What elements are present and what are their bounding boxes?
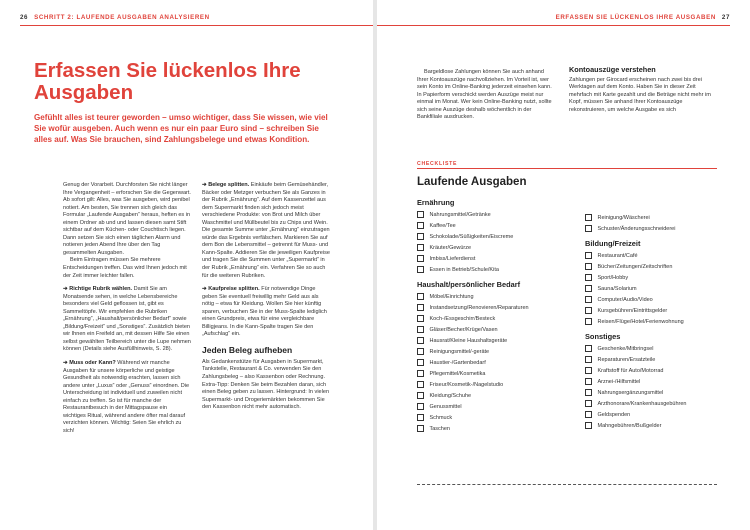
- checkbox-icon[interactable]: [585, 307, 592, 314]
- checklist-item: [417, 357, 565, 368]
- checklist-item: [585, 305, 733, 316]
- checklist-item: [417, 390, 565, 401]
- section-heading: Jeden Beleg aufheben: [202, 344, 293, 355]
- checklist-item-label: Kräuter/Gewürze: [429, 244, 472, 251]
- checkbox-icon[interactable]: [417, 222, 424, 229]
- checklist-item-label: Pflegemittel/Kosmetika: [429, 370, 486, 377]
- checkbox-icon[interactable]: [417, 392, 424, 399]
- page-number-right: 27: [721, 14, 730, 21]
- checkbox-icon[interactable]: [585, 411, 592, 418]
- checklist-item-label: Nahrungsergänzungsmittel: [597, 389, 664, 396]
- checklist-category-bildung-freizeit: Bildung/Freizeit: [585, 239, 641, 248]
- checklist-item-label: Instandsetzung/Renovieren/Reparaturen: [429, 304, 529, 311]
- checklist-item: [417, 368, 565, 379]
- checkbox-icon[interactable]: [417, 359, 424, 366]
- checkbox-icon[interactable]: [417, 348, 424, 355]
- checklist-item: [417, 313, 565, 324]
- page-number-left: 26: [20, 14, 29, 21]
- checklist-item-label: Sport/Hobby: [597, 274, 629, 281]
- checklist-item: [585, 420, 733, 431]
- checkbox-icon[interactable]: [417, 244, 424, 251]
- checklist-category-sonstiges: Sonstiges: [585, 332, 621, 341]
- checkbox-icon[interactable]: [417, 337, 424, 344]
- subsection-label: Belege splitten.: [208, 182, 250, 188]
- checklist-item: [417, 253, 565, 264]
- checklist-item-label: Geschenke/Mitbringsel: [597, 345, 654, 352]
- checkbox-icon[interactable]: [585, 296, 592, 303]
- checklist-item: [585, 316, 733, 327]
- checklist-item: [417, 291, 565, 302]
- checkbox-icon[interactable]: [585, 214, 592, 221]
- subsection-text: Für notwendige Dinge geben Sie eventuell freiwillig mehr Geld aus als nötig – etwa für Kleidung. Wollen Sie hier künftig sparen, verbuchen Sie in der Muss-Spalte lediglich einen Grundpreis, etwa für eine vergleichbare Billigjeans. In die Kann-Spalte tragen Sie den „Aufschlag“ ein.: [202, 286, 327, 338]
- subsection-label: Muss oder Kann?: [69, 360, 116, 367]
- checklist-item-label: Kraftstoff für Auto/Motorrad: [597, 367, 664, 374]
- checklist-item: [417, 346, 565, 357]
- checklist-item-label: Koch-/Essgeschirr/Besteck: [429, 315, 496, 322]
- right-running-head: [556, 14, 730, 21]
- checklist-item: [585, 283, 733, 294]
- checkbox-icon[interactable]: [585, 389, 592, 396]
- checklist-item-label: Kleidung/Schuhe: [429, 392, 472, 399]
- checkbox-icon[interactable]: [417, 425, 424, 432]
- subsection-label: Richtige Rubrik wählen.: [69, 286, 133, 293]
- subsection-belege: [202, 182, 332, 280]
- checklist-item-label: Mahngebühren/Bußgelder: [597, 422, 662, 429]
- checklist-item: [417, 209, 565, 220]
- checkbox-icon[interactable]: [585, 422, 592, 429]
- checklist-item: [417, 423, 565, 434]
- checklist-item: [585, 212, 733, 223]
- checklist-rule: [417, 168, 717, 169]
- sidebar-heading: Kontoauszüge verstehen: [569, 65, 656, 74]
- checkbox-icon[interactable]: [585, 345, 592, 352]
- checklist-item-label: Reinigung/Wäscherei: [597, 214, 650, 221]
- checkbox-icon[interactable]: [417, 403, 424, 410]
- lead-paragraph: Gefühlt alles ist teurer geworden – umso wichtiger, dass Sie wissen, wie viel Sie wofür ausgeben. Auch wenn es nur ein paar Euro sind – schreiben Sie alles auf. Was Sie brauchen, sind Zahlungsbelege und etwas Kondition.: [34, 113, 328, 145]
- intro-column: [417, 69, 555, 122]
- body-paragraph: Als Gedankenstütze für Ausgaben in Supermarkt, Tankstelle, Restaurant & Co. verwenden Sie den Zahlungsbeleg – also Kassenbon oder Rechnung. Extra-Tipp: Denken Sie beim Bezahlen daran, sich einen Beleg geben zu lassen. Hintergrund: In vielen Supermarkt- und Drogeriemärkten bekommen Sie den Kassenbon nicht mehr automatisch.: [202, 358, 330, 411]
- checklist-item-label: Arznei-/Hilfsmittel: [597, 378, 641, 385]
- checkbox-icon[interactable]: [585, 367, 592, 374]
- checklist-item: [417, 335, 565, 346]
- sidebar-text: Zahlungen per Girocard erscheinen nach zwei bis drei Werktagen auf dem Konto. Haben Sie in dieser Zeit mehrfach mit Karte gezahlt und die Beträge nicht mehr im Kopf, müssen Sie anhand Ihrer Kontoauszüge rekonstruieren, um welche Ausgabe es sich: [569, 76, 711, 113]
- checklist-item: [585, 223, 733, 234]
- checklist-item-label: Friseur/Kosmetik-/Nagelstudio: [429, 381, 504, 388]
- page-title: Erfassen Sie lückenlos Ihre Ausgaben: [34, 59, 301, 104]
- checkbox-icon[interactable]: [585, 252, 592, 259]
- subsection-rubrik: [63, 286, 191, 354]
- checkbox-icon[interactable]: [417, 326, 424, 333]
- checkbox-icon[interactable]: [417, 370, 424, 377]
- checklist-item-label: Kaffee/Tee: [429, 222, 456, 229]
- checkbox-icon[interactable]: [585, 318, 592, 325]
- checklist-item-label: Computer/Audio/Video: [597, 296, 653, 303]
- checklist-item: [585, 272, 733, 283]
- checklist-item-label: Nahrungsmittel/Getränke: [429, 211, 491, 218]
- checkbox-icon[interactable]: [585, 263, 592, 270]
- checklist-item-label: Hausrat/Kleine Haushaltsgeräte: [429, 337, 508, 344]
- checklist-item: [417, 379, 565, 390]
- checkbox-icon[interactable]: [417, 315, 424, 322]
- checklist-label: CHECKLISTE: [417, 161, 458, 167]
- header-rule-right: [377, 25, 730, 26]
- checklist-item: [417, 302, 565, 313]
- checkbox-icon[interactable]: [417, 255, 424, 262]
- checklist-item-label: Möbel/Einrichtung: [429, 293, 474, 300]
- checkbox-icon[interactable]: [585, 285, 592, 292]
- body-paragraph: Beim Eintragen müssen Sie mehrere Entscheidungen treffen. Das wird Ihnen jedoch mit der Zeit immer leichter fallen.: [63, 257, 187, 279]
- checklist-item: [585, 398, 733, 409]
- subsection-text: Einkäufe beim Gemüsehändler, Bäcker oder Metzger verbuchen Sie als Ganzes in der Rubrik „Ernährung“. Auf dem Kassenzettel aus dem Supermarkt finden sich jedoch meist verschiedene Produkte: von Brot und Milch über Waschmittel und Müllbeutel bis zu Chips und Wein. Die gesamte Summe unter „Ernährung“ einzutragen würde das Ergebnis verfälschen. Markieren Sie auf dem Bon die Lebensmittel – getrennt für Muss- und Kann-Spalte. Addieren Sie die jeweiligen Kaufpreise und tragen Sie die Summen unter „Supermarkt“ in der Rubrik „Ernährung“ ein. Verfahren Sie so auch für die weiteren Rubriken.: [202, 182, 330, 279]
- checkbox-icon[interactable]: [417, 266, 424, 273]
- checklist-item: [585, 387, 733, 398]
- checklist-item-label: Imbiss/Lieferdienst: [429, 255, 476, 262]
- checklist-item-label: Bücher/Zeitungen/Zeitschriften: [597, 263, 673, 270]
- subsection-text: Damit Sie am Monatsende sehen, in welche Lebensbereiche besonders viel Geld geflossen ist, gibt es Sammeltöpfe. Wir empfehlen die Rubriken „Ernährung“, „Haushalt/persönlicher Bedarf“ sowie „Bildung/Freizeit“ und „Sonstiges“. Zusätzlich bieten wir Ihnen ein Freifeld an, mit dessen Hilfe Sie einen selbst gewählten Teilbereich unter die Lupe nehmen können (Details siehe Ausfüllhinweis, S. 28).: [63, 286, 191, 353]
- checklist-item: [417, 401, 565, 412]
- checklist-item: [585, 343, 733, 354]
- checklist-title: Laufende Ausgaben: [417, 176, 527, 188]
- sidebar-box: [569, 66, 717, 114]
- checklist-item: [585, 376, 733, 387]
- checklist-item-label: Reinigungsmittel/-geräte: [429, 348, 490, 355]
- checklist-item: [417, 264, 565, 275]
- checklist-item: [585, 261, 733, 272]
- checklist-item-label: Haustier-/Gartenbedarf: [429, 359, 486, 366]
- arrow-icon: ➔: [202, 286, 207, 293]
- right-page: [377, 0, 750, 530]
- left-running-head: [20, 14, 210, 21]
- checklist-item-label: Restaurant/Café: [597, 252, 638, 259]
- checklist-item: [417, 231, 565, 242]
- checklist-item: [417, 242, 565, 253]
- checklist-item-label: Gläser/Becher/Krüge/Vasen: [429, 326, 498, 333]
- checklist-item-label: Schokolade/Süßigkeiten/Eiscreme: [429, 233, 514, 240]
- checkbox-icon[interactable]: [417, 381, 424, 388]
- checklist-item-label: Essen in Betrieb/Schule/Kita: [429, 266, 499, 273]
- checklist-item: [585, 409, 733, 420]
- arrow-icon: ➔: [63, 286, 68, 293]
- checklist-item-label: Reparaturen/Ersatzteile: [597, 356, 656, 363]
- subsection-text: Während wir manche Ausgaben für unsere körperliche und geistige Gesundheit als notwendig erachten, lassen sich andere unter „Luxus“ oder „Genuss“ einordnen. Die Unterscheidung ist individuell und zuweilen nicht einfach zu treffen. So ist für manche der Restaurantbesuch in der Mittagspause ein wichtiges Ritual, während andere öfter mal darauf verzichten können. Wichtig: Seien Sie ehrlich zu sich!: [63, 360, 190, 434]
- checklist-item: [417, 324, 565, 335]
- body-paragraph: Genug der Vorarbeit. Durchforsten Sie nicht länger Ihre Vergangenheit – erforschen Sie die Gegenwart. Ab sofort gilt: Alles, was Sie ausgeben, wird penibel notiert. Am besten, Sie trennen sich gleich das Formular „Laufende Ausgaben“ heraus, heften es in einem Ordner ab und und lassen diesen samt Stift sichtbar auf dem Küchen- oder Couchtisch liegen. Dann setzen Sie sich einen täglichen Alarm und notieren jeden Abend Ihre über den Tag gesammelten Ausgaben.: [63, 182, 191, 256]
- checkbox-icon[interactable]: [417, 211, 424, 218]
- subsection-muss-kann: [63, 360, 191, 435]
- header-rule-left: [20, 25, 373, 26]
- checklist-item-label: Sauna/Solarium: [597, 285, 637, 292]
- left-column-2: [202, 182, 332, 412]
- running-head-text-right: ERFASSEN SIE LÜCKENLOS IHRE AUSGABEN: [555, 14, 716, 21]
- checklist-right-column: [585, 212, 733, 431]
- checklist-item-label: Schuster/Änderungsschneiderei: [597, 225, 676, 232]
- checkbox-icon[interactable]: [585, 378, 592, 385]
- checklist-item-label: Schmuck: [429, 414, 453, 421]
- checklist-item: [417, 220, 565, 231]
- checkbox-icon[interactable]: [417, 293, 424, 300]
- checkbox-icon[interactable]: [417, 414, 424, 421]
- checklist-item: [585, 365, 733, 376]
- running-head-text-left: SCHRITT 2: LAUFENDE AUSGABEN ANALYSIEREN: [34, 14, 210, 21]
- checkbox-icon[interactable]: [417, 233, 424, 240]
- checkbox-icon[interactable]: [585, 225, 592, 232]
- subsection-label: Kaufpreise splitten.: [208, 286, 260, 293]
- checkbox-icon[interactable]: [417, 304, 424, 311]
- checklist-category-haushalt-persoenlicher-bedarf: Haushalt/persönlicher Bedarf: [417, 280, 521, 289]
- left-page: [0, 0, 373, 530]
- checklist-item: [585, 294, 733, 305]
- subsection-kaufpreise: [202, 286, 332, 339]
- checklist-item: [417, 412, 565, 423]
- checklist-item-label: Reisen/Flüge/Hotel/Ferienwohnung: [597, 318, 684, 325]
- cut-line: [417, 484, 717, 485]
- checkbox-icon[interactable]: [585, 356, 592, 363]
- checklist-item: [585, 354, 733, 365]
- checklist-item-label: Geldspenden: [597, 411, 631, 418]
- checklist-item-label: Arzthonorare/Krankenhausgebühren: [597, 400, 687, 407]
- left-column-1: [63, 182, 191, 436]
- checklist-item: [585, 250, 733, 261]
- checkbox-icon[interactable]: [585, 274, 592, 281]
- arrow-icon: ➔: [202, 182, 207, 188]
- checklist-item-label: Kursgebühren/Eintrittsgelder: [597, 307, 668, 314]
- checklist-left-column: [417, 197, 565, 434]
- arrow-icon: ➔: [63, 360, 68, 367]
- checkbox-icon[interactable]: [585, 400, 592, 407]
- checklist-category-ernaehrung: Ernährung: [417, 198, 455, 207]
- intro-paragraph: Bargeldlose Zahlungen können Sie auch anhand Ihrer Kontoauszüge nachvollziehen. Im Vorteil ist, wer sein Konto im Online-Banking jederzeit einsehen kann. In Papierform verschickt werden Auszüge meist nur einmal im Monat. Wer kein Online-Banking nutzt, sollte sich seine Auszüge deshalb wöchentlich in der Bankfiliale ausdrucken.: [417, 69, 552, 121]
- checklist-item-label: Taschen: [429, 425, 450, 432]
- checklist-item-label: Genussmittel: [429, 403, 462, 410]
